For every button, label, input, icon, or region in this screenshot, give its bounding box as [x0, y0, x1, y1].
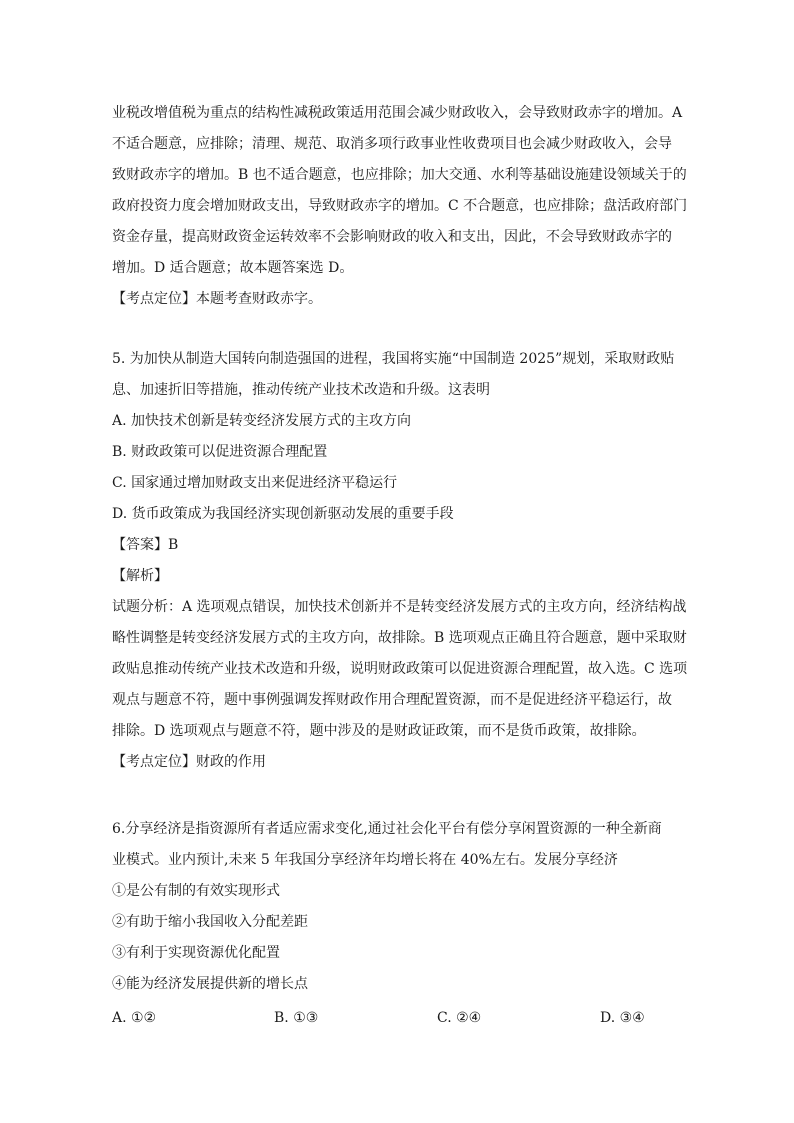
question-6-choice-b: B. ①③	[274, 1010, 319, 1026]
question-6-stem: 6.分享经济是指资源所有者适应需求变化,通过社会化平台有偿分享闲置资源的一种全新商	[112, 821, 662, 837]
answer-label: 【答案】B	[112, 537, 179, 553]
explanation-line: 致财政赤字的增加。B 也不适合题意，也应排除；加大交通、水利等基础设施建设领域关于的	[112, 167, 687, 183]
analysis-line: 观点与题意不符，题中事例强调发挥财政作用合理配置资源，而不是促进经济平稳运行，故	[112, 692, 672, 708]
question-5-stem: 息、加速折旧等措施，推动传统产业技术改造和升级。这表明	[112, 382, 490, 398]
analysis-label: 【解析】	[112, 568, 168, 584]
question-5-option-c: C. 国家通过增加财政支出来促进经济平稳运行	[112, 475, 398, 491]
analysis-line: 排除。D 选项观点与题意不符，题中涉及的是财政证政策，而不是货币政策，故排除。	[112, 723, 646, 739]
question-5-stem: 5. 为加快从制造大国转向制造强国的进程，我国将实施“中国制造 2025”规划，采取财政贴	[112, 351, 675, 367]
explanation-line: 资金存量，提高财政资金运转效率不会影响财政的收入和支出，因此，不会导致财政赤字的	[112, 229, 672, 245]
question-6-statement: ④能为经济发展提供新的增长点	[112, 976, 308, 992]
question-6-choice-d: D. ③④	[600, 1010, 645, 1026]
question-6-statement: ①是公有制的有效实现形式	[112, 883, 280, 899]
analysis-line: 试题分析：A 选项观点错误，加快技术创新并不是转变经济发展方式的主攻方向，经济结构战	[112, 599, 687, 615]
analysis-line: 政贴息推动传统产业技术改造和升级，说明财政政策可以促进资源合理配置，故入选。C 选项	[112, 661, 688, 677]
question-5-option-b: B. 财政政策可以促进资源合理配置	[112, 444, 328, 460]
kaodian-label: 【考点定位】本题考查财政赤字。	[112, 291, 322, 307]
explanation-line: 政府投资力度会增加财政支出，导致财政赤字的增加。C 不合题意，也应排除；盘活政府部门	[112, 198, 688, 214]
question-5-option-a: A. 加快技术创新是转变经济发展方式的主攻方向	[112, 413, 412, 429]
question-6-statement: ③有利于实现资源优化配置	[112, 945, 280, 961]
explanation-line: 增加。D 适合题意；故本题答案选 D。	[112, 260, 354, 276]
kaodian-label: 【考点定位】财政的作用	[112, 754, 266, 770]
question-6-choice-c: C. ②④	[437, 1010, 482, 1026]
question-6-choice-a: A. ①②	[112, 1010, 157, 1026]
explanation-line: 业税改增值税为重点的结构性减税政策适用范围会减少财政收入，会导致财政赤字的增加。A	[112, 105, 683, 121]
analysis-line: 略性调整是转变经济发展方式的主攻方向，故排除。B 选项观点正确且符合题意，题中采取财	[112, 630, 687, 646]
question-6-statement: ②有助于缩小我国收入分配差距	[112, 914, 308, 930]
explanation-line: 不适合题意，应排除；清理、规范、取消多项行政事业性收费项目也会减少财政收入，会导	[112, 136, 672, 152]
question-5-option-d: D. 货币政策成为我国经济实现创新驱动发展的重要手段	[112, 506, 454, 522]
question-6-stem: 业模式。业内预计,未来 5 年我国分享经济年均增长将在 40%左右。发展分享经济	[112, 852, 618, 868]
